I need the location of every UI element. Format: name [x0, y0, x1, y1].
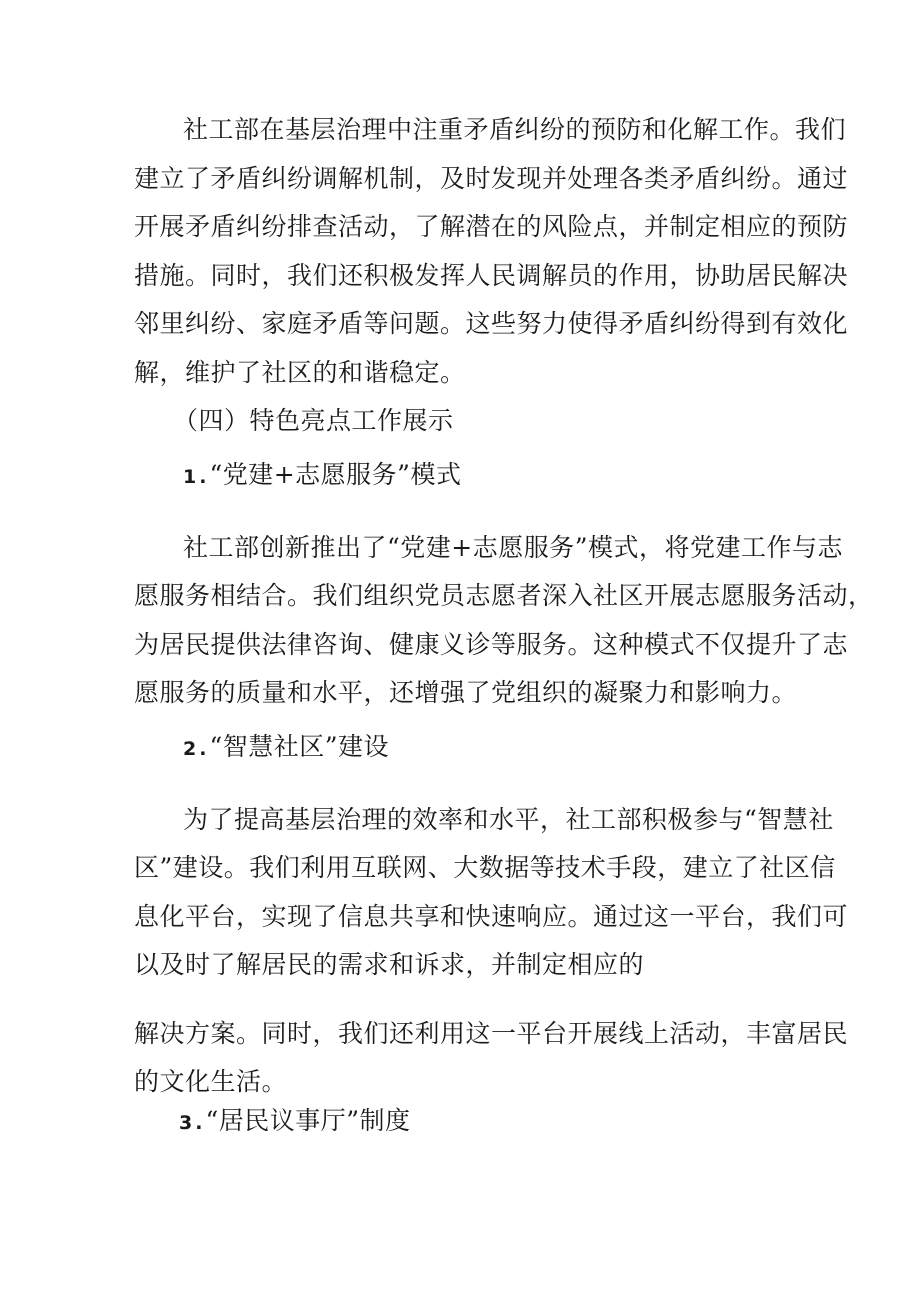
text-line: 以及时了解居民的需求和诉求，并制定相应的: [134, 950, 645, 979]
text-line: 息化平台，实现了信息共享和快速响应。通过这一平台，我们可: [134, 902, 849, 931]
text-line: 解，维护了社区的和谐稳定。: [134, 358, 466, 387]
item-heading-party-volunteer: [183, 460, 461, 492]
text-line: 建立了矛盾纠纷调解机制，及时发现并处理各类矛盾纠纷。通过: [134, 164, 849, 193]
text-line: 愿服务相结合。我们组织党员志愿者深入社区开展志愿服务活动，: [134, 581, 874, 610]
text-line: 邻里纠纷、家庭矛盾等问题。这些努力使得矛盾纠纷得到有效化: [134, 309, 849, 338]
section-heading: （四）特色亮点工作展示: [173, 406, 454, 435]
text-line: 措施。同时，我们还积极发挥人民调解员的作用，协助居民解决: [134, 261, 849, 290]
text-line: 社工部在基层治理中注重矛盾纠纷的预防和化解工作。我们: [183, 115, 847, 144]
item-number: 3.: [179, 1112, 206, 1134]
text-line: 开展矛盾纠纷排查活动，了解潜在的风险点，并制定相应的预防: [134, 212, 849, 241]
item-heading-smart-community: [183, 732, 389, 764]
text-line: 区”建设。我们利用互联网、大数据等技术手段，建立了社区信: [134, 853, 836, 882]
text-line: 的文化生活。: [134, 1067, 288, 1096]
item-title: “居民议事厅”制度: [205, 1106, 411, 1135]
text-line: 社工部创新推出了“党建+志愿服务”模式，将党建工作与志: [183, 533, 844, 562]
item-number: 1.: [183, 466, 210, 488]
item-heading-resident-council: [179, 1106, 411, 1138]
text-line: 为居民提供法律咨询、健康义诊等服务。这种模式不仅提升了志: [134, 630, 849, 659]
item-title: “智慧社区”建设: [209, 732, 390, 761]
text-line: 为了提高基层治理的效率和水平，社工部积极参与“智慧社: [183, 805, 834, 834]
item-title: “党建+志愿服务”模式: [209, 460, 462, 489]
text-line: 愿服务的质量和水平，还增强了党组织的凝聚力和影响力。: [134, 678, 798, 707]
item-number: 2.: [183, 738, 210, 760]
text-line: 解决方案。同时，我们还利用这一平台开展线上活动，丰富居民: [134, 1019, 849, 1048]
